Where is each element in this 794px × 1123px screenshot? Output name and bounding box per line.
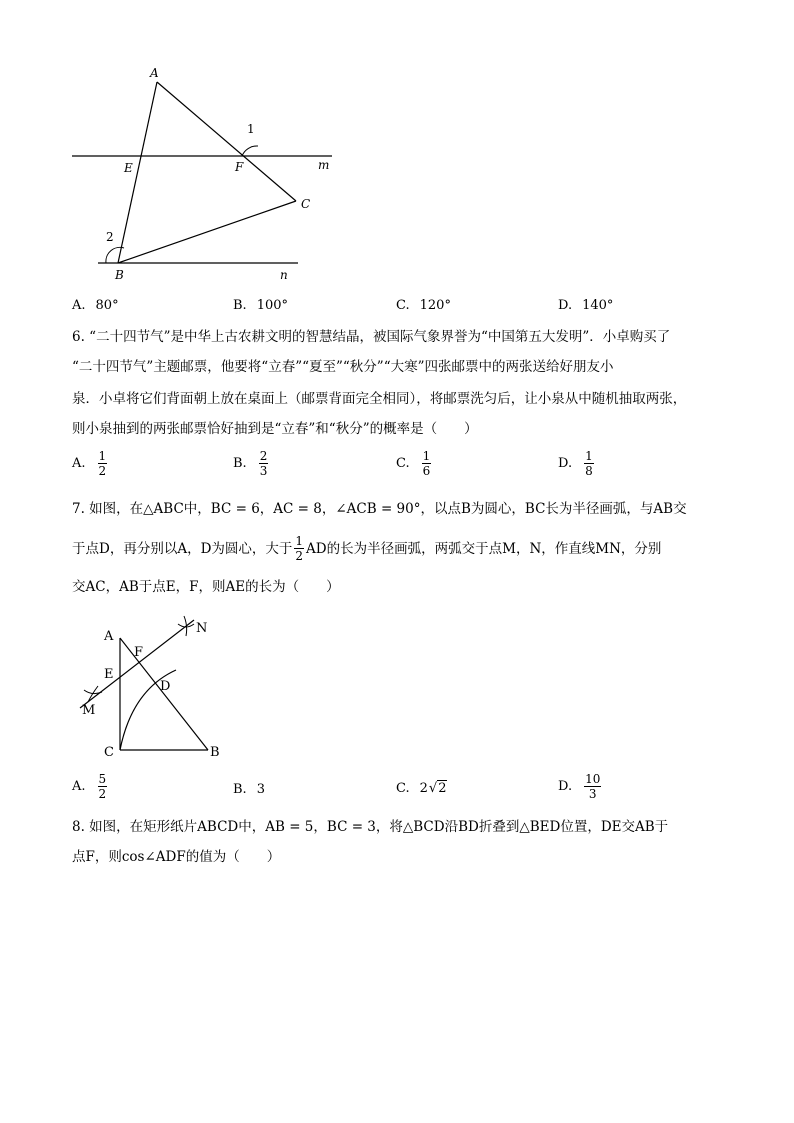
q6-option-a[interactable] — [72, 449, 109, 478]
q6-line-4: 则小泉抽到的两张邮票恰好抽到是“立春”和“秋分”的概率是（ ） — [72, 421, 478, 437]
label-M: M — [82, 703, 96, 718]
option-radical-expression — [420, 780, 448, 796]
numerator: 1 — [585, 449, 593, 463]
option-fraction — [584, 772, 601, 801]
option-letter: D. — [558, 456, 573, 471]
q8-line-2: 点F，则cos∠ADF的值为（ ） — [72, 849, 281, 865]
line-MN — [80, 620, 194, 708]
q5-option-b[interactable] — [233, 298, 288, 313]
numerator: 2 — [259, 449, 268, 463]
q7-line-2-pre: 于点D，再分别以A，D为圆心，大于 — [72, 540, 293, 557]
q6-line-3: 泉．小卓将它们背面朝上放在桌面上（邮票背面完全相同），将邮票洗匀后，让小泉从中随机抽取两张， — [72, 391, 687, 407]
q7-option-c[interactable] — [396, 780, 447, 796]
label-B: B — [115, 268, 124, 282]
option-fraction — [259, 449, 269, 478]
coefficient: 2 — [419, 781, 428, 796]
q6-option-d[interactable] — [558, 449, 596, 478]
q5-option-c[interactable] — [396, 298, 451, 313]
figure-q5 — [60, 60, 350, 290]
option-letter: A. — [72, 456, 86, 471]
radicand: 2 — [438, 781, 447, 796]
denominator: 3 — [259, 464, 268, 478]
option-letter: A. — [72, 298, 86, 313]
denominator: 8 — [585, 464, 593, 478]
label-1: 1 — [247, 122, 255, 136]
denominator: 2 — [98, 464, 107, 478]
label-B: B — [210, 745, 220, 760]
option-letter: C. — [396, 298, 410, 313]
figure-q7 — [72, 610, 242, 760]
angle-1-arc — [242, 146, 258, 156]
q6-line-1: 6. “二十四节气”是中华上古农耕文明的智慧结晶，被国际气象界誉为“中国第五大发明”．小卓购买了 — [72, 329, 671, 345]
label-A: A — [150, 66, 159, 80]
label-C: C — [301, 197, 311, 211]
numerator: 1 — [295, 534, 304, 548]
numerator: 10 — [585, 772, 601, 786]
denominator: 3 — [588, 787, 597, 801]
option-fraction — [98, 449, 108, 478]
label-N: N — [196, 621, 208, 636]
option-text: 100° — [256, 298, 289, 313]
option-fraction — [584, 449, 594, 478]
q7-option-b[interactable] — [233, 782, 265, 797]
denominator: 2 — [295, 549, 304, 563]
q5-option-d[interactable] — [558, 298, 613, 313]
q7-option-a[interactable] — [72, 772, 109, 801]
label-E: E — [124, 161, 133, 175]
option-letter: D. — [558, 298, 573, 313]
option-text: 3 — [256, 782, 265, 797]
denominator: 6 — [422, 464, 431, 478]
option-letter: B. — [233, 298, 247, 313]
q5-option-a[interactable] — [72, 298, 119, 313]
q7-line-2-post: AD的长为半径画弧，两弧交于点M，N，作直线MN，分别 — [306, 540, 662, 557]
label-F: F — [134, 645, 144, 660]
label-D: D — [160, 679, 171, 694]
q7-line-3: 交AC，AB于点E，F，则AE的长为（ ） — [72, 579, 340, 595]
option-letter: A. — [72, 779, 86, 794]
label-E: E — [104, 667, 114, 682]
option-text: 140° — [582, 298, 614, 313]
denominator: 2 — [98, 787, 107, 801]
option-letter: B. — [233, 456, 247, 471]
q7-line-1: 7. 如图，在△ABC中，BC = 6，AC = 8，∠ACB = 90°，以点B为圆心，BC长为半径画弧，与AB交 — [72, 501, 687, 517]
q8-line-1: 8. 如图，在矩形纸片ABCD中，AB = 5，BC = 3，将△BCD沿BD折叠到△BED位置，DE交AB于 — [72, 819, 669, 835]
option-fraction — [98, 772, 108, 801]
option-letter: C. — [396, 456, 410, 471]
arc-mark-M-2 — [88, 686, 98, 702]
option-letter: B. — [233, 782, 247, 797]
option-fraction — [422, 449, 432, 478]
q7-half-fraction — [294, 534, 304, 563]
numerator: 1 — [422, 449, 431, 463]
sqrt-sign: √ — [428, 781, 438, 796]
option-letter: C. — [396, 780, 410, 796]
numerator: 5 — [98, 772, 107, 786]
label-A: A — [104, 629, 114, 644]
label-2: 2 — [106, 230, 114, 244]
label-m: m — [318, 158, 330, 172]
option-letter: D. — [558, 779, 573, 794]
label-n: n — [280, 268, 288, 282]
q7-option-d[interactable] — [558, 772, 603, 801]
label-F: F — [235, 160, 244, 174]
option-text: 120° — [419, 298, 451, 313]
numerator: 1 — [98, 449, 107, 463]
segment-BC — [118, 201, 296, 263]
option-text: 80° — [95, 298, 119, 313]
label-C: C — [104, 745, 114, 760]
q7-line-2 — [72, 534, 661, 563]
q6-option-b[interactable] — [233, 449, 270, 478]
segment-AC — [157, 82, 296, 201]
q6-option-c[interactable] — [396, 449, 433, 478]
q6-line-2: “二十四节气”主题邮票，他要将“立春”“夏至”“秋分”“大寒”四张邮票中的两张送给好朋友小 — [72, 359, 614, 375]
